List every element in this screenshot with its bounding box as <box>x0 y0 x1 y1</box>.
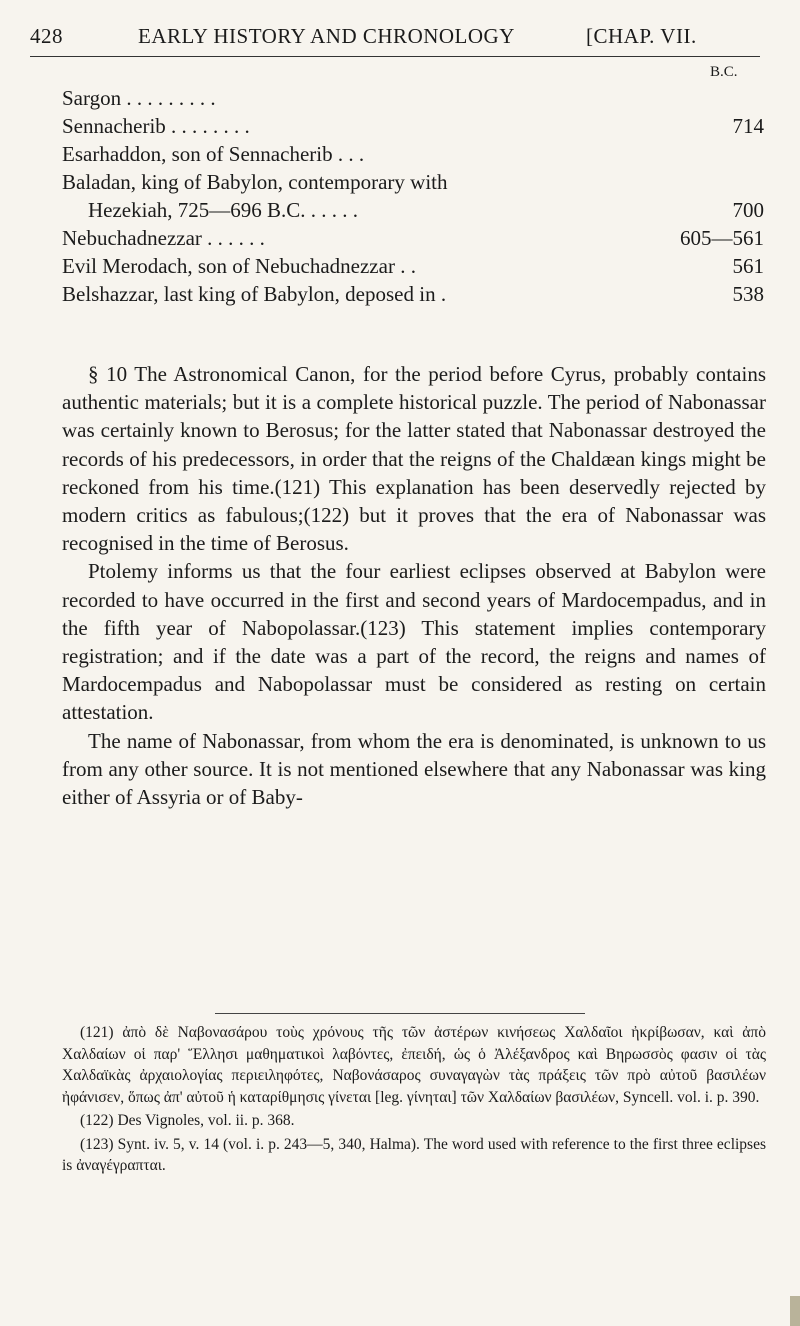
kings-table <box>62 84 764 308</box>
king-date: 714 <box>732 114 764 138</box>
running-title: EARLY HISTORY AND CHRONOLOGY <box>138 24 515 48</box>
footnote-rule <box>215 1013 585 1014</box>
king-row <box>62 224 764 252</box>
king-row <box>62 196 764 224</box>
king-name: Baladan, king of Babylon, contemporary with <box>62 170 448 194</box>
running-header <box>30 10 760 60</box>
page-edge-mark <box>790 1296 800 1326</box>
paragraph: Ptolemy informs us that the four earliest eclipses observed at Babylon were recorded to have occurred in the first and second years of Mardocempadus, and in the fifth year of Nabopolassar.(123) This statement implies contemporary registration; and if the date was a part of the record, the reigns and names of Mardocempadus and Nabopolassar must be considered as resting on certain attestation. <box>62 559 766 725</box>
page-number: 428 <box>30 24 63 48</box>
paragraph: § 10 The Astronomical Canon, for the period before Cyrus, probably contains authentic materials; but it is a complete historical puzzle. The period of Nabonassar was certainly known to Berosus; for the latter stated that Nabonassar destroyed the records of his predecessors, in order that the reigns of the Chaldæan kings might be reckoned from his time.(121) This explanation has been deservedly rejected by modern critics as fabulous;(122) but it proves that the era of Nabonassar was recognised in the time of Berosus. <box>62 362 766 556</box>
king-date: 605—561 <box>680 226 764 250</box>
king-row <box>62 252 764 280</box>
king-name: Esarhaddon, son of Sennacherib . . . <box>62 142 365 166</box>
footnote: (121) ἀπὸ δὲ Ναβονασάρου τοὺς χρόνους τῆς τῶν ἀστέρων κινήσεως Χαλδαῖοι ἠκρίβωσαν, καὶ ἀπὸ Χαλδαίων οἱ παρ' Ἕλλησι μαθηματικοὶ λαβόντες, ἐπειδή, ὡς ὁ Ἀλέξανδρος καὶ Βηρωσσὸς φασιν οἱ τὰς Χαλδαϊκὰς ἀρχαιολογίας περιειληφότες, Ναβονάσαρος συναγαγὼν τὰς πράξεις τῶν πρὸ αὐτοῦ βασιλέων ἠφάνισεν, ὅπως ἀπ' αὐτοῦ ἡ καταρίθμησις γίνεται [leg. γίνηται] τῶν Χαλδαίων βασιλέων, Syncell. vol. i. p. 390. <box>62 1024 766 1106</box>
footnote: (123) Synt. iv. 5, v. 14 (vol. i. p. 243—5, 340, Halma). The word used with reference to the first three eclipses is ἀναγέγραπται. <box>62 1135 766 1174</box>
king-row <box>62 280 764 308</box>
king-name: Sennacherib . . . . . . . . <box>62 114 250 138</box>
paragraph: The name of Nabonassar, from whom the era is denominated, is unknown to us from any other source. It is not mentioned elsewhere that any Nabonassar was king either of Assyria or of Baby- <box>62 728 766 810</box>
king-name: Belshazzar, last king of Babylon, deposed in . <box>62 282 447 306</box>
king-date: 561 <box>732 254 764 278</box>
king-row <box>62 112 764 140</box>
header-rule <box>30 56 760 57</box>
bc-column-label: B.C. <box>710 64 738 80</box>
king-row <box>62 84 764 112</box>
king-date: 538 <box>732 282 764 306</box>
king-name: Sargon . . . . . . . . . <box>62 86 216 110</box>
main-text <box>62 360 766 811</box>
king-name: Nebuchadnezzar . . . . . . <box>62 226 265 250</box>
king-name: Hezekiah, 725—696 B.C. . . . . . <box>88 198 359 222</box>
king-date: 700 <box>732 198 764 222</box>
footnotes <box>62 1022 766 1179</box>
chapter-label: [CHAP. VII. <box>586 24 697 48</box>
king-row <box>62 168 764 196</box>
footnote: (122) Des Vignoles, vol. ii. p. 368. <box>80 1112 295 1129</box>
king-name: Evil Merodach, son of Nebuchadnezzar . . <box>62 254 416 278</box>
king-row <box>62 140 764 168</box>
